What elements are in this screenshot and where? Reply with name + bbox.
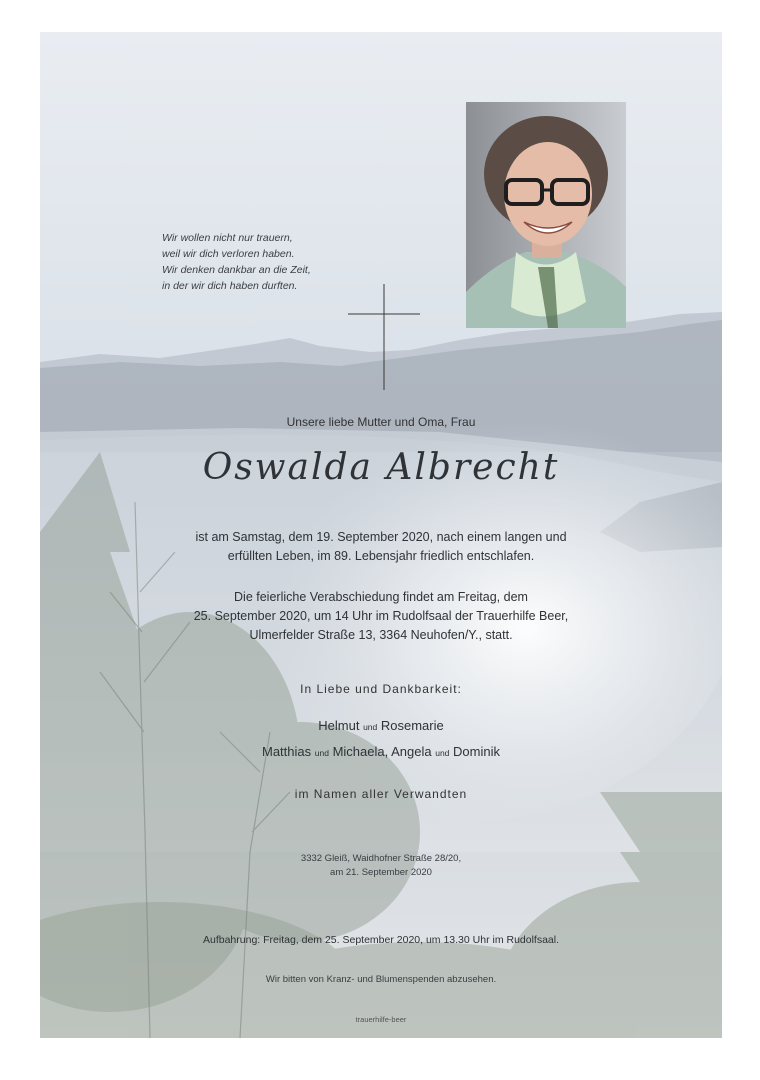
family-und: und	[435, 748, 450, 758]
family-line-1	[40, 718, 722, 733]
death-notice	[40, 528, 722, 566]
address-block	[40, 852, 722, 880]
farewell-line: Ulmerfelder Straße 13, 3364 Neuhofen/Y., statt.	[249, 628, 513, 642]
relatives-line: im Namen aller Verwandten	[294, 787, 468, 801]
funeral-home-credit: trauerhilfe-beer	[355, 1015, 407, 1024]
farewell-notice	[40, 588, 722, 645]
farewell-line: 25. September 2020, um 14 Uhr im Rudolfsaal der Trauerhilfe Beer,	[193, 609, 569, 623]
thanks-line: In Liebe und Dankbarkeit:	[300, 682, 462, 696]
family-line-2	[40, 744, 722, 759]
obituary-card	[40, 32, 722, 1038]
family-name: Helmut	[318, 718, 360, 733]
family-name: Rosemarie	[380, 718, 444, 733]
viewing-notice: Aufbahrung: Freitag, dem 25. September 2020, um 13.30 Uhr im Rudolfsaal.	[202, 934, 560, 946]
death-notice-line: erfüllten Leben, im 89. Lebensjahr friedlich entschlafen.	[227, 549, 535, 563]
address-line: am 21. September 2020	[330, 867, 432, 878]
farewell-line: Die feierliche Verabschiedung findet am Freitag, dem	[234, 590, 528, 604]
flower-note: Wir bitten von Kranz- und Blumenspenden abzusehen.	[265, 974, 497, 985]
address-line: 3332 Gleiß, Waidhofner Straße 28/20,	[300, 853, 462, 864]
family-name: Dominik	[453, 744, 500, 759]
family-name: Matthias	[262, 744, 312, 759]
cross-icon	[348, 284, 420, 390]
family-name: Michaela, Angela	[332, 744, 432, 759]
portrait-photo	[466, 102, 626, 328]
family-und: und	[314, 748, 329, 758]
death-notice-line: ist am Samstag, dem 19. September 2020, nach einem langen und	[195, 530, 567, 544]
intro-line: Unsere liebe Mutter und Oma, Frau	[286, 415, 476, 429]
poem-line: in der wir dich haben durften.	[162, 280, 298, 292]
family-und: und	[363, 722, 378, 732]
poem-line: Wir wollen nicht nur trauern,	[162, 232, 293, 244]
poem-line: weil wir dich verloren haben.	[162, 248, 295, 260]
deceased-name: Oswalda Albrecht	[202, 447, 560, 488]
poem-line: Wir denken dankbar an die Zeit,	[162, 264, 311, 276]
